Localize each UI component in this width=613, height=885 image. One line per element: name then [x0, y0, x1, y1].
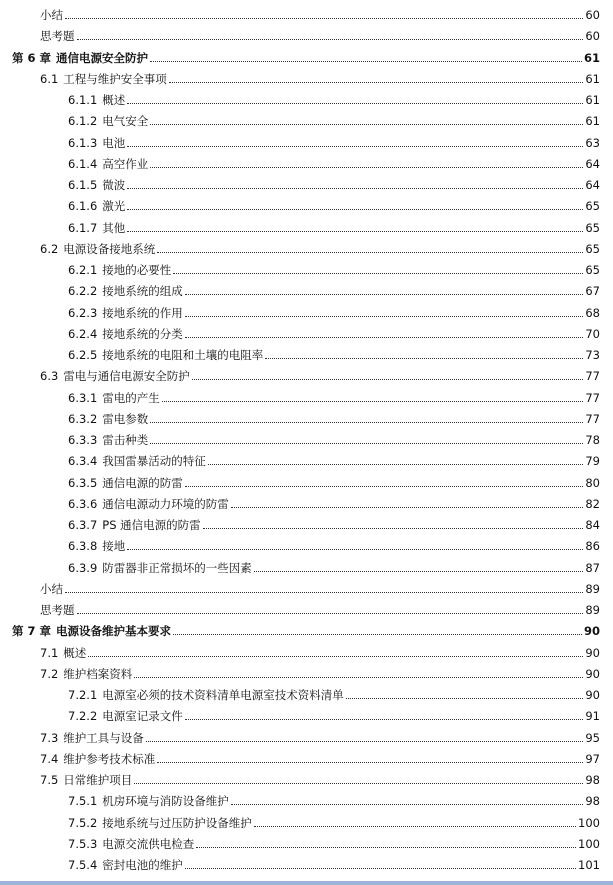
toc-entry-number: 6.3 — [40, 369, 59, 384]
toc-entry[interactable] — [0, 86, 600, 107]
toc-entry[interactable] — [0, 681, 600, 702]
toc-entry-title: 机房环境与消防设备维护 — [102, 794, 229, 809]
dot-leader — [127, 103, 583, 104]
toc-entry[interactable] — [0, 405, 600, 426]
toc-entry[interactable] — [0, 192, 600, 213]
toc-entry[interactable] — [0, 256, 600, 277]
toc-entry-number: 6.3.3 — [68, 433, 98, 447]
toc-entry[interactable] — [0, 617, 600, 638]
toc-entry-number: 7.5 — [40, 773, 59, 787]
toc-entry[interactable] — [0, 532, 600, 553]
toc-entry-page-number: 78 — [585, 433, 600, 447]
dot-leader — [254, 826, 576, 827]
toc-entry-number: 6.1.5 — [68, 178, 98, 192]
toc-entry-number: 6.2.2 — [68, 284, 98, 299]
dot-leader — [146, 741, 584, 742]
toc-entry-title: 思考题 — [40, 603, 75, 617]
toc-entry-title: 接地系统与过压防护设备维护 — [102, 815, 252, 830]
toc-entry-page-number: 68 — [585, 305, 600, 320]
dot-leader — [157, 252, 583, 253]
toc-entry[interactable] — [0, 766, 600, 787]
dot-leader — [150, 422, 583, 423]
dot-leader — [77, 39, 584, 40]
toc-entry-page-number: 64 — [585, 178, 600, 192]
toc-entry-page-number: 65 — [585, 220, 600, 235]
toc-entry[interactable] — [0, 830, 600, 851]
toc-entry[interactable] — [0, 235, 600, 256]
toc-entry-title: 我国雷暴活动的特征 — [102, 454, 206, 469]
toc-entry-title: 激光 — [102, 199, 126, 214]
toc-entry-page-number: 100 — [578, 836, 600, 851]
toc-entry-title: 电源交流供电检查 — [102, 836, 195, 851]
toc-entry-title: 维护档案资料 — [63, 666, 133, 681]
toc-entry-title: 小结 — [40, 581, 63, 596]
toc-entry-page-number: 86 — [585, 539, 600, 554]
toc-entry-page-number: 82 — [585, 496, 600, 511]
toc-entry-number: 6.3.1 — [68, 390, 98, 405]
dot-leader — [150, 61, 582, 62]
toc-entry-number: 6.2.1 — [68, 263, 98, 277]
toc-entry-page-number: 67 — [585, 284, 600, 299]
toc-entry-number: 6.1.7 — [68, 220, 98, 235]
toc-entry-page-number: 64 — [585, 156, 600, 171]
toc-entry[interactable] — [0, 596, 600, 617]
toc-entry[interactable] — [0, 1, 600, 22]
dot-leader — [169, 82, 584, 83]
toc-entry[interactable] — [0, 129, 600, 150]
dot-leader — [127, 188, 583, 189]
toc-entry-number: 7.5.4 — [68, 858, 98, 872]
toc-entry[interactable] — [0, 65, 600, 86]
dot-leader — [150, 124, 583, 125]
toc-entry-number: 6.1.2 — [68, 114, 98, 129]
toc-entry-page-number: 95 — [585, 730, 600, 745]
toc-entry-number: 6.1.4 — [68, 156, 98, 171]
toc-entry-title: 接地系统的作用 — [102, 305, 183, 320]
toc-entry-page-number: 61 — [585, 71, 600, 86]
dot-leader — [134, 677, 583, 678]
toc-entry[interactable] — [0, 447, 600, 468]
toc-entry[interactable] — [0, 511, 600, 532]
toc-entry-number: 7.3 — [40, 730, 59, 745]
toc-entry-title: 概述 — [63, 645, 87, 660]
toc-entry-number: 6.2.3 — [68, 305, 98, 320]
dot-leader — [208, 464, 584, 465]
toc-entry-number: 6.2 — [40, 241, 59, 256]
toc-entry-number: 7.5.1 — [68, 794, 98, 809]
toc-entry-page-number: 84 — [585, 518, 600, 532]
toc-entry-title: 思考题 — [40, 29, 75, 44]
toc-entry-page-number: 61 — [585, 93, 600, 107]
toc-entry-page-number: 89 — [585, 603, 600, 617]
toc-entry-title: 雷电的产生 — [102, 390, 160, 405]
toc-entry-title: 电源设备接地系统 — [63, 241, 156, 256]
toc-entry-number: 7.4 — [40, 751, 59, 766]
toc-entry[interactable] — [0, 660, 600, 681]
toc-entry-number: 7.5.2 — [68, 815, 98, 830]
toc-entry[interactable] — [0, 702, 600, 723]
toc-entry[interactable] — [0, 639, 600, 660]
toc-entry-title: 电源设备维护基本要求 — [56, 624, 172, 639]
toc-entry[interactable] — [0, 277, 600, 298]
dot-leader — [127, 231, 583, 232]
toc-entry-title: 工程与维护安全事项 — [63, 71, 167, 86]
toc-entry-title: 日常维护项目 — [63, 773, 133, 787]
toc-entry-page-number: 90 — [585, 645, 600, 660]
dot-leader — [231, 507, 584, 508]
dot-leader — [192, 379, 584, 380]
toc-entry-title: 其他 — [102, 220, 126, 235]
dot-leader — [185, 337, 584, 338]
toc-entry-page-number: 90 — [585, 666, 600, 681]
toc-entry[interactable] — [0, 362, 600, 383]
toc-entry-number: 6.3.8 — [68, 539, 98, 554]
toc-entry-page-number: 80 — [585, 475, 600, 490]
toc-entry-page-number: 79 — [585, 454, 600, 469]
toc-entry[interactable] — [0, 426, 600, 447]
toc-entry-title: 接地的必要性 — [102, 263, 172, 277]
toc-entry-number: 6.2.5 — [68, 348, 98, 362]
toc-entry-title: 雷电参数 — [102, 411, 149, 426]
dot-leader — [203, 528, 584, 529]
dot-leader — [127, 146, 583, 147]
toc-entry-title: 电池 — [102, 135, 126, 150]
toc-entry-page-number: 77 — [585, 411, 600, 426]
dot-leader — [127, 549, 583, 550]
dot-leader — [196, 847, 576, 848]
dot-leader — [265, 358, 583, 359]
toc-entry[interactable] — [0, 554, 600, 575]
toc-entry-number: 7.2 — [40, 666, 59, 681]
toc-entry-number: 7.5.3 — [68, 836, 98, 851]
toc-entry-title: 维护参考技术标准 — [63, 751, 156, 766]
dot-leader — [173, 273, 583, 274]
dot-leader — [185, 486, 584, 487]
toc-entry[interactable] — [0, 320, 600, 341]
toc-entry-title: 接地系统的分类 — [102, 326, 183, 341]
toc-entry-number: 6.3.7 — [68, 518, 98, 532]
toc-entry[interactable] — [0, 575, 600, 596]
toc-entry-number: 7.2.2 — [68, 709, 98, 724]
dot-leader — [231, 804, 584, 805]
dot-leader — [185, 316, 584, 317]
toc-entry-title: 高空作业 — [102, 156, 149, 171]
dot-leader — [185, 719, 584, 720]
toc-entry-page-number: 91 — [585, 709, 600, 724]
dot-leader — [162, 401, 584, 402]
toc-entry[interactable] — [0, 107, 600, 128]
toc-entry-page-number: 101 — [578, 858, 600, 872]
toc-entry-number: 6.2.4 — [68, 326, 98, 341]
toc-entry-page-number: 97 — [585, 751, 600, 766]
toc-entry[interactable] — [0, 171, 600, 192]
toc-entry[interactable] — [0, 22, 600, 43]
dot-leader — [346, 698, 584, 699]
toc-entry-number: 7.2.1 — [68, 688, 98, 702]
toc-entry-number: 第 7 章 — [12, 624, 52, 639]
toc-entry[interactable] — [0, 214, 600, 235]
dot-leader — [65, 18, 583, 19]
toc-entry-number: 6.1.1 — [68, 93, 98, 107]
toc-entry-number: 第 6 章 — [12, 50, 52, 65]
toc-entry-number: 6.3.2 — [68, 411, 98, 426]
toc-entry-title: 接地系统的组成 — [102, 284, 183, 299]
toc-entry-title: 雷击种类 — [102, 433, 149, 447]
toc-entry-number: 6.1 — [40, 71, 59, 86]
toc-entry-title: 维护工具与设备 — [63, 730, 144, 745]
dot-leader — [150, 443, 583, 444]
toc-entry[interactable] — [0, 44, 600, 65]
toc-entry-page-number: 90 — [585, 688, 600, 702]
dot-leader — [77, 613, 584, 614]
toc-entry[interactable] — [0, 724, 600, 745]
toc-entry-number: 6.3.6 — [68, 496, 98, 511]
toc-entry-page-number: 87 — [585, 560, 600, 575]
dot-leader — [134, 783, 583, 784]
toc-entry[interactable] — [0, 150, 600, 171]
toc-entry-page-number: 60 — [585, 8, 600, 22]
toc-entry-page-number: 65 — [585, 241, 600, 256]
toc-entry-number: 6.3.5 — [68, 475, 98, 490]
toc-entry-page-number: 89 — [585, 581, 600, 596]
dot-leader — [157, 762, 583, 763]
toc-entry-page-number: 98 — [585, 794, 600, 809]
toc-entry-title: 小结 — [40, 8, 63, 22]
toc-entry-title: 密封电池的维护 — [102, 858, 183, 872]
toc-entry-page-number: 65 — [585, 199, 600, 214]
toc-entry[interactable] — [0, 490, 600, 511]
dot-leader — [185, 868, 576, 869]
toc-entry-number: 6.1.6 — [68, 199, 98, 214]
dot-leader — [173, 634, 582, 635]
toc-entry-page-number: 61 — [583, 50, 600, 65]
dot-leader — [88, 656, 583, 657]
toc-entry[interactable] — [0, 341, 600, 362]
toc-entry-title: 雷电与通信电源安全防护 — [63, 369, 190, 384]
toc-entry-title: 接地系统的电阻和土壤的电阻率 — [102, 348, 264, 362]
toc-entry-title: 电源室必须的技术资料清单电源室技术资料清单 — [102, 688, 344, 702]
toc-entry-page-number: 70 — [585, 326, 600, 341]
toc-entry-number: 7.1 — [40, 645, 59, 660]
toc-entry-page-number: 73 — [585, 348, 600, 362]
toc-entry[interactable] — [0, 851, 600, 872]
toc-entry[interactable] — [0, 469, 600, 490]
toc-entry-page-number: 90 — [583, 624, 600, 639]
toc-entry-title: 微波 — [102, 178, 126, 192]
toc-entry[interactable] — [0, 745, 600, 766]
toc-entry-title: 通信电源的防雷 — [102, 475, 183, 490]
toc-entry-page-number: 98 — [585, 773, 600, 787]
toc-entry[interactable] — [0, 384, 600, 405]
window-bottom-edge — [0, 881, 613, 885]
toc-entry-page-number: 63 — [585, 135, 600, 150]
toc-entry-title: 防雷器非正常损坏的一些因素 — [102, 560, 252, 575]
toc-entry[interactable] — [0, 809, 600, 830]
dot-leader — [127, 209, 583, 210]
toc-entry-page-number: 60 — [585, 29, 600, 44]
toc-entry-page-number: 100 — [578, 815, 600, 830]
toc-entry-title: 通信电源动力环境的防雷 — [102, 496, 229, 511]
dot-leader — [185, 294, 584, 295]
toc-entry-title: 概述 — [102, 93, 126, 107]
toc-entry-page-number: 77 — [585, 390, 600, 405]
dot-leader — [65, 592, 583, 593]
toc-entry-page-number: 65 — [585, 263, 600, 277]
toc-entry-title: 电气安全 — [102, 114, 149, 129]
toc-entry-page-number: 77 — [585, 369, 600, 384]
dot-leader — [150, 167, 583, 168]
toc-entry-number: 6.3.9 — [68, 560, 98, 575]
toc-entry[interactable] — [0, 787, 600, 808]
toc-entry-title: 通信电源安全防护 — [56, 50, 149, 65]
toc-entry-number: 6.1.3 — [68, 135, 98, 150]
toc-entry-title: PS 通信电源的防雷 — [102, 518, 201, 532]
dot-leader — [254, 571, 584, 572]
toc-entry-title: 接地 — [102, 539, 126, 554]
toc-entry-page-number: 61 — [585, 114, 600, 129]
toc-entry-title: 电源室记录文件 — [102, 709, 183, 724]
toc-entry[interactable] — [0, 299, 600, 320]
toc-entry-number: 6.3.4 — [68, 454, 98, 469]
